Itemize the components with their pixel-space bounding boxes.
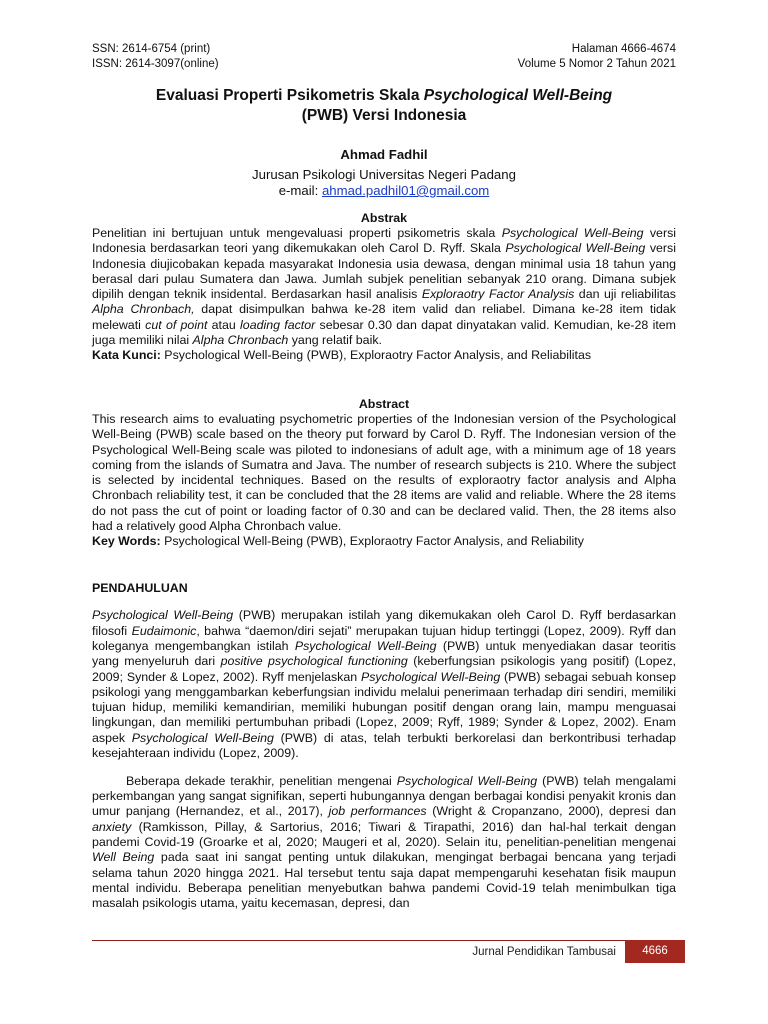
abstract-text: This research aims to evaluating psychometric properties of the Indonesian version of the Psychological Well-Being (PWB) scale based on the theory put forward by Carol D. Ryff. The Indonesian version of the Psychological Well-Being scale was piloted to indonesians of adult age, with a minimum age of 18 years coming from the islands of Sumatra and Java. The number of research subjects is 210. Where the subject is selected by incidental techniques. Based on the results of exploraotry factor analysis and Alpha Chronbach reliability test, it can be concluded that the 28 items are valid and reliable. Where the 28 items do not pass the cut of point or loading factor of 0.30 and can be declared valid. Then, the 28 items also had a relatively good Alpha Chronbach value. bbox=[92, 412, 676, 534]
title-part1: Evaluasi Properti Psikometris Skala bbox=[155, 87, 424, 104]
footer-journal-name: Jurnal Pendidikan Tambusai bbox=[472, 946, 616, 958]
issn-print: SSN: 2614-6754 (print) bbox=[92, 43, 211, 55]
header-issn bbox=[92, 42, 219, 72]
kata-kunci: Kata Kunci: Psychological Well-Being (PWB), Exploraotry Factor Analysis, and Reliabilitas bbox=[92, 348, 592, 363]
title-part2: (PWB) Versi Indonesia bbox=[301, 107, 467, 124]
email-link[interactable]: ahmad.padhil01@gmail.com bbox=[321, 183, 490, 198]
email-label: e-mail: bbox=[278, 183, 322, 198]
footer-rule bbox=[92, 940, 676, 941]
intro-paragraph-2: Beberapa dekade terakhir, penelitian mengenai Psychological Well-Being (PWB) telah mengalami perkembangan yang sangat signifikan, seperti hubungannya dengan berbagai kondisi penyakit kronis dan umur panjang (Hernandez, et al., 2017), job performances (Wright & Cropanzano, 2000), depresi dan anxiety (Ramkisson, Pillay, & Sartorius, 2016; Tiwari & Tirapathi, 2016) dan hal-hal terkait dengan pandemi Covid-19 (Groarke et al, 2020; Maugeri et al, 2020). Selain itu, penelitian-penelitian mengenai Well Being pada saat ini sangat penting untuk dilakukan, mengingat berbagai bencana yang terjadi selama tahun 2020 hingga 2021. Hal tersebut tentu saja dapat mempengaruhi kesehatan fisik maupun mental individu. Beberapa penelitian menyebutkan bahwa pandemi Covid-19 telah menimbulkan tiga masalah psikologis utama, yaitu kecemasan, depresi, dan bbox=[92, 773, 676, 911]
intro-section bbox=[92, 581, 676, 924]
page-range: Halaman 4666-4674 bbox=[571, 43, 676, 55]
author-affiliation: Jurusan Psikologi Universitas Negeri Padang bbox=[252, 167, 516, 182]
author-name: Ahmad Fadhil bbox=[340, 147, 428, 162]
author-block bbox=[92, 147, 676, 199]
abstract-heading: Abstract bbox=[358, 397, 410, 411]
paper-title bbox=[92, 86, 676, 126]
volume-info: Volume 5 Nomor 2 Tahun 2021 bbox=[517, 58, 676, 70]
footer-page-number: 4666 bbox=[625, 940, 685, 963]
abstrak-section bbox=[92, 211, 676, 364]
intro-paragraph-1: Psychological Well-Being (PWB) merupakan istilah yang dikemukakan oleh Carol D. Ryff berdasarkan filosofi Eudaimonic, bahwa “daemon/diri sejati” merupakan tujuan hidup tertinggi (Lopez, 2009). Ryff dan koleganya mengembangkan istilah Psychological Well-Being (PWB) untuk menyediakan dasar teoritis yang menyeluruh dari positive psychological functioning (keberfungsian psikologis yang positif) (Lopez, 2009; Synder & Lopez, 2002). Ryff menjelaskan Psychological Well-Being (PWB) sebagai sebuah konsep psikologi yang menggambarkan keberfungsian individu melalui penerimaan terhadap diri sendiri, memiliki tujuan hidup, memiliki kemandirian, memiliki hubungan positif dengan orang lain, mampu menguasai lingkungan, dan memiliki pertumbuhan pribadi (Lopez, 2009; Ryff, 1989; Synder & Lopez, 2002). Enam aspek Psychological Well-Being (PWB) di atas, telah terbukti berkorelasi dan berkontribusi terhadap kesejahteraan individu (Lopez, 2009). bbox=[92, 608, 677, 761]
title-italic: Psychological Well-Being bbox=[423, 87, 613, 104]
abstract-section bbox=[92, 397, 676, 550]
abstrak-text: Penelitian ini bertujuan untuk mengevaluasi properti psikometris skala Psychological Well-Being versi Indonesia berdasarkan teori yang dikemukakan oleh Carol D. Ryff. Skala Psychological Well-Being versi Indonesia diujicobakan kepada masyarakat Indonesia usia dewasa, dengan minimal usia 18 tahun yang berasal dari pulau Sumatera dan Jawa. Jumlah subjek penelitian sebanyak 210 orang. Dimana subjek dipilih dengan teknik insidental. Berdasarkan hasil analisis Exploraotry Factor Analysis dan uji reliabilitas Alpha Chronbach, dapat disimpulkan bahwa ke-28 item valid dan reliabel. Dimana ke-28 item tidak melewati cut of point atau loading factor sebesar 0.30 dan dapat dinyatakan valid. Kemudian, ke-28 item juga memiliki nilai Alpha Chronbach yang relatif baik. bbox=[92, 226, 677, 348]
issn-online: ISSN: 2614-3097(online) bbox=[92, 58, 219, 70]
abstrak-heading: Abstrak bbox=[360, 211, 408, 225]
key-words: Key Words: Psychological Well-Being (PWB), Exploraotry Factor Analysis, and Reliability bbox=[92, 534, 584, 549]
intro-heading: PENDAHULUAN bbox=[92, 581, 188, 595]
header-volume bbox=[518, 42, 676, 72]
author-email-line bbox=[92, 183, 676, 199]
